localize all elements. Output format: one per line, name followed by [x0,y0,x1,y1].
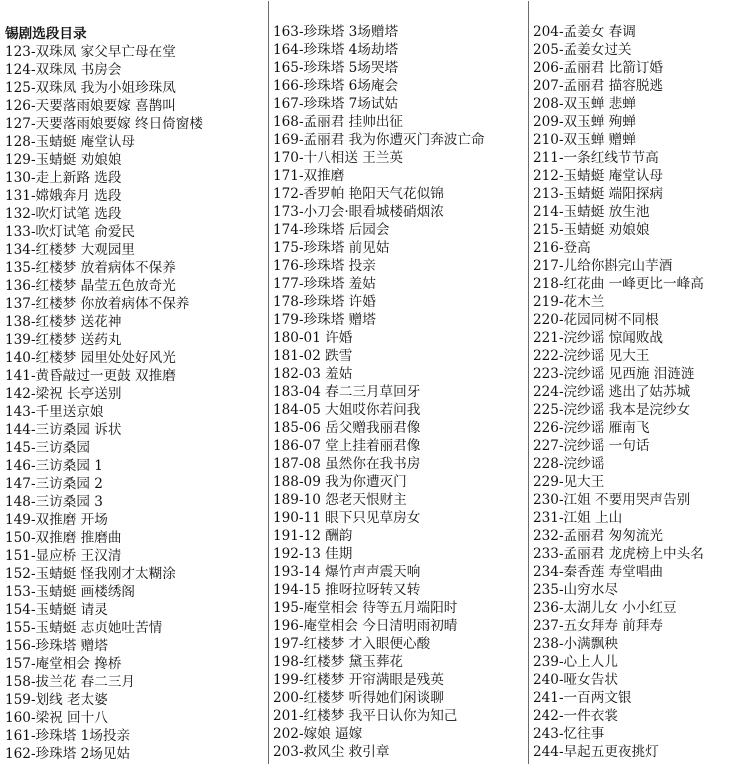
list-item: 190-11 眼下只见草房女 [273,510,421,526]
list-item: 135-红楼梦 放着病体不保养 [5,260,176,276]
list-item: 163-珍珠塔 3场赠塔 [273,24,399,40]
list-item: 140-红楼梦 园里处处好风光 [5,350,176,366]
list-item: 239-心上人儿 [533,654,618,670]
list-item: 186-07 堂上挂着丽君像 [273,438,421,454]
column-3 [528,1,733,764]
list-item: 178-珍珠塔 许婚 [273,294,376,310]
list-item: 177-珍珠塔 羞姑 [273,276,376,292]
list-item: 233-孟丽君 龙虎榜上中头名 [533,546,704,562]
list-item: 195-庵堂相会 待等五月端阳时 [273,600,458,616]
list-item: 143-千里送京娘 [5,404,104,420]
list-item: 221-浣纱谣 惊闻败战 [533,330,664,346]
list-item: 188-09 我为你遭灭门 [273,474,407,490]
list-item: 183-04 春二三月草回牙 [273,384,421,400]
list-item: 133-吹灯试笔 俞爱民 [5,224,136,240]
list-item: 138-红楼梦 送花神 [5,314,122,330]
list-item: 229-见大王 [533,474,605,490]
list-item: 189-10 怨老天恨财主 [273,492,407,508]
list-item: 175-珍珠塔 前见姑 [273,240,390,256]
list-item: 237-五女拜寿 前拜寿 [533,618,664,634]
list-item: 219-花木兰 [533,294,605,310]
list-item: 136-红楼梦 晶莹五色放奇光 [5,278,176,294]
list-item: 147-三访桑园 2 [5,476,103,492]
list-item: 184-05 大姐哎你若问我 [273,402,421,418]
list-item: 212-玉蜻蜓 庵堂认母 [533,168,664,184]
list-item: 158-拔兰花 春二三月 [5,674,136,690]
list-item: 224-浣纱谣 逃出了姑苏城 [533,384,691,400]
list-item: 153-玉蜻蜓 画楼绣阁 [5,584,136,600]
list-item: 174-珍珠塔 后园会 [273,222,390,238]
list-item: 227-浣纱谣 一句话 [533,438,650,454]
list-item: 228-浣纱谣 [533,456,605,472]
list-item: 139-红楼梦 送药丸 [5,332,122,348]
document-title: 锡剧选段目录 [5,26,87,42]
list-item: 210-双玉蝉 赠蝉 [533,132,636,148]
list-item: 159-划线 老太婆 [5,692,108,708]
list-item: 152-玉蜻蜓 怪我刚才太糊涂 [5,566,176,582]
list-item: 172-香罗帕 艳阳天气花似锦 [273,186,444,202]
list-item: 154-玉蜻蜓 请灵 [5,602,108,618]
list-item: 191-12 酬韵 [273,528,353,544]
list-item: 205-孟姜女过关 [533,42,632,58]
list-item: 137-红楼梦 你放着病体不保养 [5,296,190,312]
list-item: 129-玉蜻蜓 劝娘娘 [5,152,122,168]
list-item: 134-红楼梦 大观园里 [5,242,136,258]
list-item: 202-嫁娘 逼嫁 [273,726,363,742]
list-item: 162-珍珠塔 2场见姑 [5,746,131,762]
list-item: 164-珍珠塔 4场劫塔 [273,42,399,58]
list-item: 211-一条红线节节高 [533,150,659,166]
list-item: 127-天要落雨娘要嫁 终日倚窗楼 [5,116,203,132]
list-item: 235-山穷水尽 [533,582,618,598]
list-item: 161-珍珠塔 1场投亲 [5,728,131,744]
list-item: 203-救风尘 救引章 [273,744,390,760]
list-item: 209-双玉蝉 殉蝉 [533,114,636,130]
list-item: 225-浣纱谣 我本是浣纱女 [533,402,691,418]
list-item: 166-珍珠塔 6场庵会 [273,78,399,94]
list-item: 131-嫦娥奔月 选段 [5,188,122,204]
list-item: 124-双珠凤 书房会 [5,62,122,78]
list-item: 155-玉蜻蜓 志贞她吐苦情 [5,620,163,636]
list-item: 201-红楼梦 我平日认你为知己 [273,708,458,724]
list-item: 218-红花曲 一峰更比一峰高 [533,276,704,292]
list-item: 128-玉蜻蜓 庵堂认母 [5,134,136,150]
list-item: 123-双珠凤 家父早亡母在堂 [5,44,176,60]
list-item: 214-玉蜻蜓 放生池 [533,204,650,220]
list-item: 150-双推磨 推磨曲 [5,530,122,546]
list-item: 148-三访桑园 3 [5,494,103,510]
list-item: 182-03 羞姑 [273,366,353,382]
list-item: 167-珍珠塔 7场试姑 [273,96,399,112]
list-item: 240-哑女告状 [533,672,618,688]
list-item: 197-红楼梦 才入眼便心酸 [273,636,431,652]
list-item: 231-江姐 上山 [533,510,623,526]
list-item: 126-天要落雨娘要嫁 喜鹊叫 [5,98,176,114]
list-item: 223-浣纱谣 见西施 泪涟涟 [533,366,695,382]
list-item: 226-浣纱谣 雁南飞 [533,420,650,436]
list-item: 220-花园同树不同根 [533,312,659,328]
list-item: 242-一件衣裳 [533,708,618,724]
list-item: 238-小满飘秧 [533,636,618,652]
list-item: 173-小刀会·眼看城楼硝烟浓 [273,204,444,220]
list-item: 232-孟丽君 匆匆流光 [533,528,664,544]
list-item: 206-孟丽君 比箭订婚 [533,60,664,76]
list-item: 193-14 爆竹声声震天响 [273,564,421,580]
list-item: 208-双玉蝉 悲蝉 [533,96,636,112]
list-item: 222-浣纱谣 见大王 [533,348,650,364]
list-item: 204-孟姜女 春调 [533,24,636,40]
list-item: 185-06 岳父赠我丽君像 [273,420,421,436]
list-item: 217-儿给你斟完山芋酒 [533,258,673,274]
list-item: 141-黄昏敲过一更鼓 双推磨 [5,368,176,384]
list-item: 146-三访桑园 1 [5,458,103,474]
list-item: 243-忆往事 [533,726,605,742]
list-item: 180-01 许婚 [273,330,353,346]
column-1 [5,1,267,764]
list-item: 165-珍珠塔 5场哭塔 [273,60,399,76]
list-item: 200-红楼梦 听得她们闲谈聊 [273,690,444,706]
list-item: 171-双推磨 [273,168,345,184]
list-item: 198-红楼梦 黛玉葬花 [273,654,404,670]
list-item: 170-十八相送 王兰英 [273,150,404,166]
list-item: 142-梁祝 长亭送别 [5,386,122,402]
list-item: 199-红楼梦 开帘满眼是残英 [273,672,444,688]
list-item: 192-13 佳期 [273,546,353,562]
list-item: 149-双推磨 开场 [5,512,108,528]
list-item: 181-02 跌雪 [273,348,353,364]
list-item: 213-玉蜻蜓 端阳探病 [533,186,664,202]
list-item: 194-15 推呀拉呀转又转 [273,582,421,598]
list-item: 176-珍珠塔 投亲 [273,258,376,274]
column-2 [268,1,529,764]
list-item: 215-玉蜻蜓 劝娘娘 [533,222,650,238]
list-item: 244-早起五更夜挑灯 [533,744,659,760]
list-item: 132-吹灯试笔 选段 [5,206,122,222]
list-item: 187-08 虽然你在我书房 [273,456,421,472]
list-item: 169-孟丽君 我为你遭灭门奔波亡命 [273,132,485,148]
list-item: 179-珍珠塔 赠塔 [273,312,376,328]
list-item: 144-三访桑园 诉状 [5,422,122,438]
list-item: 160-梁祝 回十八 [5,710,108,726]
list-item: 230-江姐 不要用哭声告别 [533,492,691,508]
list-item: 156-珍珠塔 赠塔 [5,638,108,654]
list-item: 207-孟丽君 描容脱逃 [533,78,664,94]
list-item: 168-孟丽君 挂帅出征 [273,114,404,130]
list-item: 234-秦香莲 寿堂唱曲 [533,564,664,580]
list-item: 241-一百两文银 [533,690,632,706]
list-item: 216-登高 [533,240,591,256]
list-item: 145-三访桑园 [5,440,90,456]
list-item: 151-显应桥 王汉清 [5,548,122,564]
list-item: 130-走上新路 选段 [5,170,122,186]
list-item: 196-庵堂相会 今日清明雨初晴 [273,618,458,634]
list-item: 157-庵堂相会 搀桥 [5,656,122,672]
list-item: 236-太湖儿女 小小红豆 [533,600,677,616]
list-item: 125-双珠凤 我为小姐珍珠凤 [5,80,176,96]
